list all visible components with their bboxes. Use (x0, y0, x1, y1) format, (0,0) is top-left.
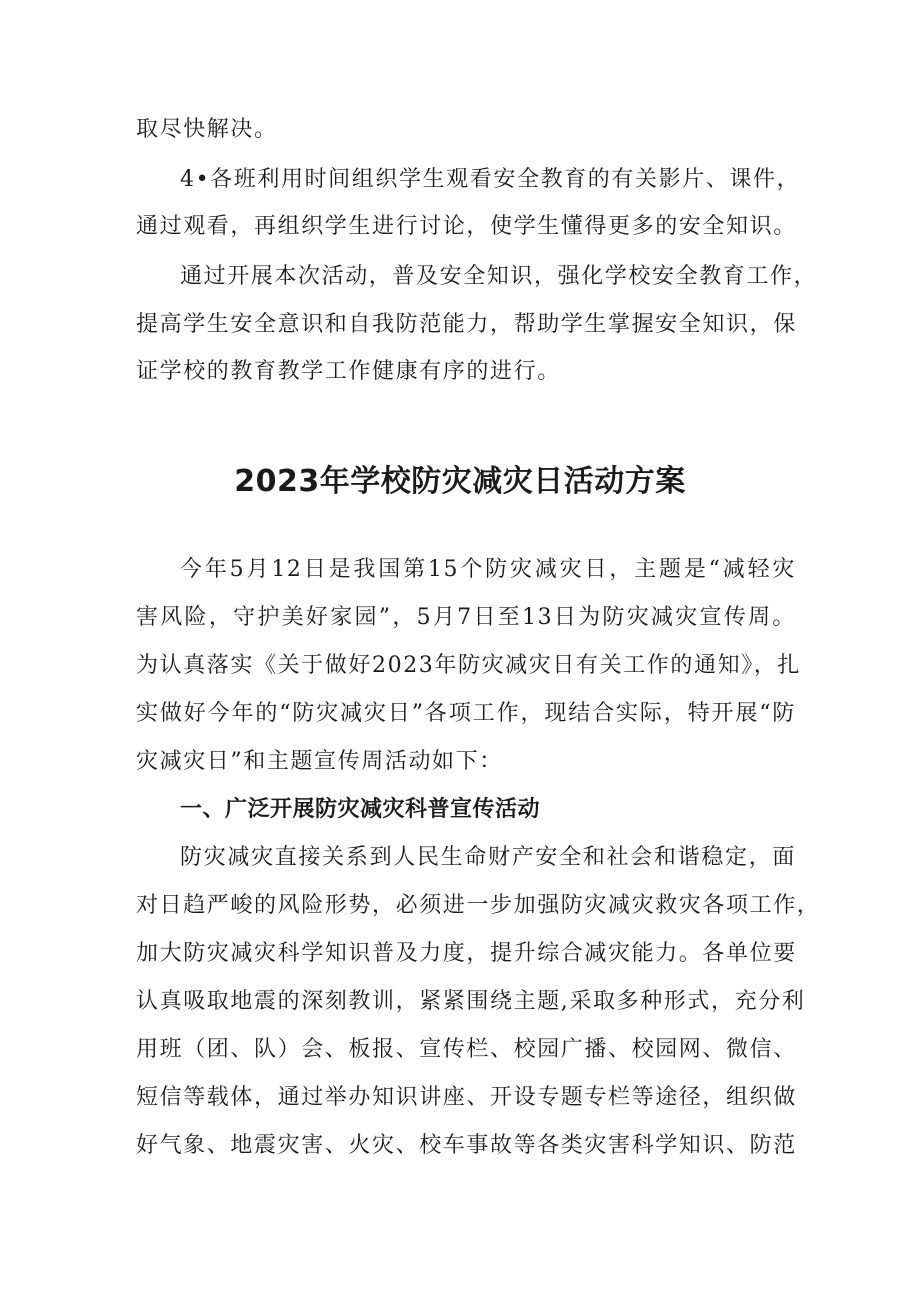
item4-line-2: 通过观看，再组织学生进行讨论，使学生懂得更多的安全知识。 (136, 214, 797, 239)
conclusion-line-2: 提高学生安全意识和自我防范能力，帮助学生掌握安全知识，保 (136, 312, 797, 337)
item4-line-1: 4•各班利用时间组织学生观看安全教育的有关影片、课件， (180, 167, 801, 192)
section-heading: 一、广泛开展防灾减灾科普宣传活动 (180, 797, 541, 822)
intro-line-1: 今年5月12日是我国第15个防灾减灾日，主题是“减轻灾 (180, 557, 796, 582)
section-body-line-3: 加大防灾减灾科学知识普及力度，提升综合减灾能力。各单位要 (136, 941, 797, 966)
section-body-line-4: 认真吸取地震的深刻教训，紧紧围绕主题,采取多种形式，充分利 (136, 989, 806, 1014)
intro-line-4: 实做好今年的“防灾减灾日”各项工作，现结合实际，特开展“防 (136, 701, 796, 726)
intro-line-2: 害风险，守护美好家园”，5月7日至13日为防灾减灾宣传周。 (136, 605, 796, 630)
conclusion-line-3: 证学校的教育教学工作健康有序的进行。 (136, 359, 561, 384)
paragraph-line: 取尽快解决。 (136, 117, 278, 142)
section-body-line-2: 对日趋严峻的风险形势，必须进一步加强防灾减灾救灾各项工作， (136, 893, 821, 918)
intro-line-5: 灾减灾日”和主题宣传周活动如下： (136, 749, 503, 774)
section-body-line-7: 好气象、地震灾害、火灾、校车事故等各类灾害科学知识、防范 (136, 1133, 797, 1158)
intro-line-3: 为认真落实《关于做好2023年防灾减灾日有关工作的通知》，扎 (136, 653, 801, 678)
document-title: 2023年学校防灾减灾日活动方案 (234, 464, 686, 499)
conclusion-line-1: 通过开展本次活动，普及安全知识，强化学校安全教育工作， (180, 264, 818, 289)
section-body-line-5: 用班（团、队）会、板报、宣传栏、校园广播、校园网、微信、 (136, 1037, 797, 1062)
section-body-line-1: 防灾减灾直接关系到人民生命财产安全和社会和谐稳定，面 (180, 845, 796, 870)
section-body-line-6: 短信等载体，通过举办知识讲座、开设专题专栏等途径，组织做 (136, 1085, 797, 1110)
